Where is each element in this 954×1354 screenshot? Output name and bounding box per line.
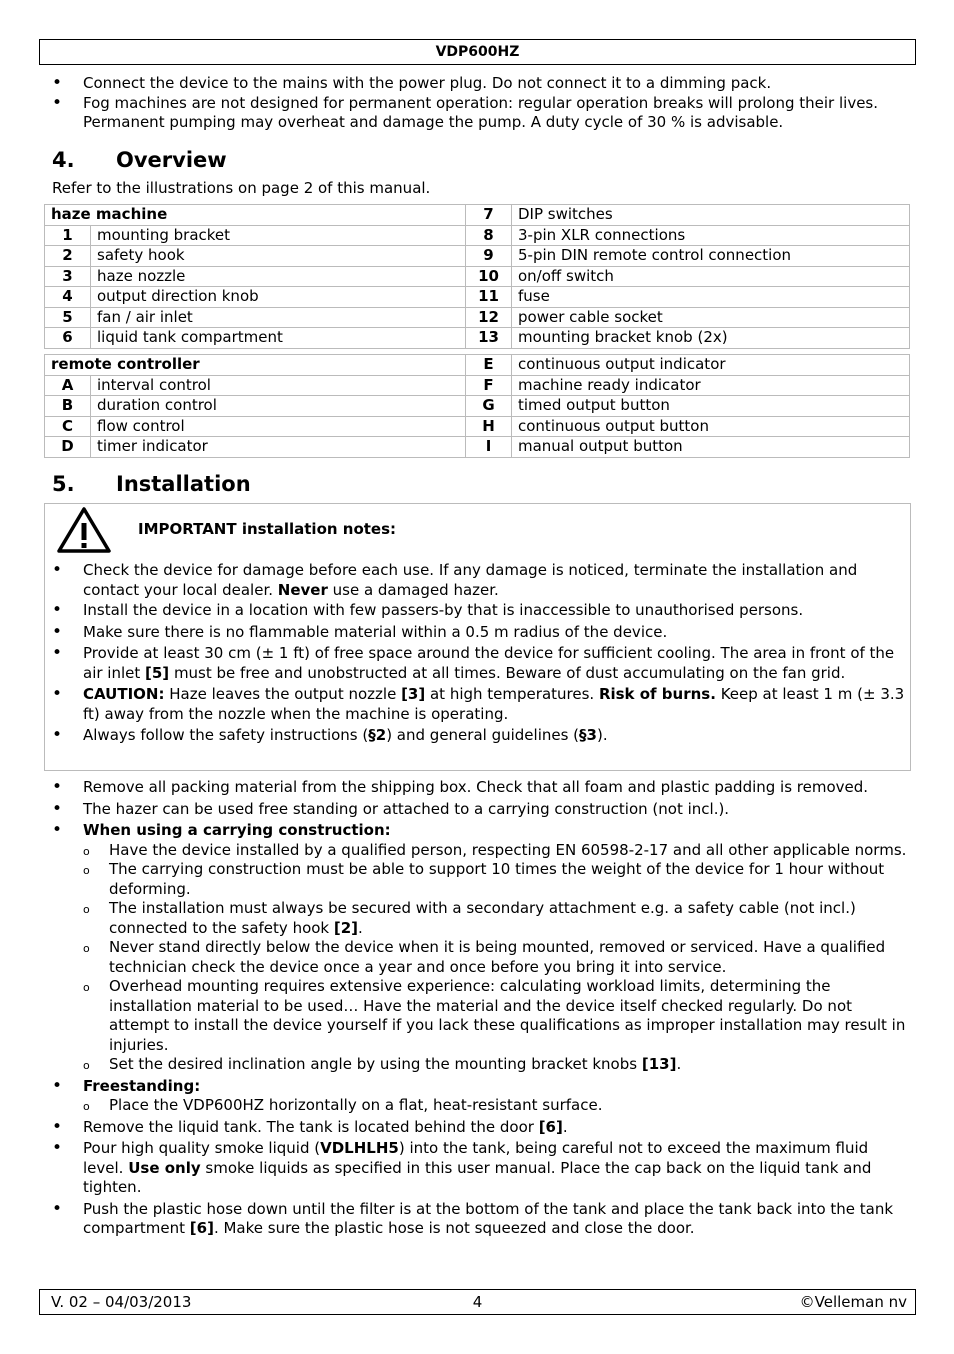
table-row: [45, 246, 910, 267]
table-cell: machine ready indicator: [512, 375, 910, 396]
text: Always follow the safety instructions (: [83, 726, 369, 744]
text: CAUTION:: [83, 685, 165, 703]
table-cell: 2: [45, 246, 91, 267]
text: [13]: [641, 1055, 677, 1073]
table-cell: 6: [45, 328, 91, 349]
table-row: [45, 355, 910, 376]
text: [5]: [145, 663, 170, 682]
important-notes-list: [52, 561, 907, 746]
table-cell: 5: [45, 307, 91, 328]
text: When using a carrying construction:: [83, 821, 391, 839]
table-row: [45, 307, 910, 328]
list-item: o Never stand directly below the device when it is being mounted, removed or serviced. Have a qualified technician check the device once a year and once before you bring it into service.: [83, 938, 907, 977]
important-notes-title: IMPORTANT installation notes:: [138, 520, 397, 538]
page-header: [39, 39, 916, 65]
table-cell: H: [466, 416, 512, 437]
table-cell: 10: [466, 266, 512, 287]
table-cell: I: [466, 437, 512, 458]
table-cell: 13: [466, 328, 512, 349]
text: .: [562, 1117, 568, 1136]
text: Risk of burns.: [598, 685, 716, 703]
table-cell: fan / air inlet: [91, 307, 466, 328]
text: Provide at least 30 cm (± 1 ft) of free space around the device for sufficient cooling. The area in front of the air inlet: [83, 644, 895, 682]
table-cell: 5-pin DIN remote control connection: [512, 246, 910, 267]
table-row: [45, 205, 910, 226]
table-cell: 12: [466, 307, 512, 328]
text: . Make sure the plastic hose is not squeezed and close the door.: [213, 1219, 695, 1237]
list-item: o Overhead mounting requires extensive experience: calculating workload limits, determining the installation material to be used… Have the material and the device itself checked regularly. Do not attempt to install the device yourself if you lack these qualifications as improper installation may result in injuries.: [83, 977, 907, 1055]
text: §2: [368, 726, 387, 744]
table-cell: 9: [466, 246, 512, 267]
text: .: [676, 1055, 682, 1073]
table-cell: on/off switch: [512, 266, 910, 287]
text: Push the plastic hose down until the filter is at the bottom of the tank and place the tank back into the tank compartment: [83, 1199, 894, 1237]
table-cell: fuse: [512, 287, 910, 308]
table-cell: power cable socket: [512, 307, 910, 328]
table-cell: A: [45, 375, 91, 396]
list-item: • Make sure there is no flammable material within a 0.5 m radius of the device.: [52, 623, 907, 643]
text: Keep at least 1 m (± 3.3 ft) away from the nozzle when the machine is operating.: [83, 685, 905, 723]
list-item: [83, 1055, 907, 1075]
machine-parts-table: [44, 204, 910, 349]
list-item: • Install the device in a location with few passers-by that is inaccessible to unauthorised persons.: [52, 601, 907, 621]
text: Haze leaves the output nozzle: [164, 685, 402, 703]
table-cell: haze nozzle: [91, 266, 466, 287]
list-item: [52, 1077, 907, 1116]
version-date: V. 02 – 04/03/2013: [51, 1293, 192, 1311]
text: Pour high quality smoke liquid (: [83, 1139, 321, 1157]
table-cell: G: [466, 396, 512, 417]
text: [6]: [538, 1117, 563, 1136]
list-item: [52, 1139, 907, 1198]
text: Use only: [128, 1158, 201, 1177]
list-item: • Fog machines are not designed for permanent operation: regular operation breaks will prolong their lives. Permanent pumping may overheat and damage the pump. A duty cycle of 30 % is advisable.: [52, 94, 907, 133]
list-item: • Remove all packing material from the shipping box. Check that all foam and plastic padding is removed.: [52, 778, 907, 798]
text: §3: [579, 726, 597, 744]
table-cell: D: [45, 437, 91, 458]
carrying-construction-sublist: [83, 841, 907, 1075]
text: [6]: [189, 1219, 214, 1237]
table-cell: timer indicator: [91, 437, 466, 458]
list-item: [52, 561, 907, 600]
text: .: [358, 918, 363, 937]
section-heading-installation: [52, 471, 251, 497]
text: Overview: [116, 148, 227, 172]
text: [2]: [333, 918, 359, 937]
table-cell: timed output button: [512, 396, 910, 417]
text: Freestanding:: [83, 1076, 201, 1095]
list-item: [52, 821, 907, 1075]
text: use a damaged hazer.: [327, 580, 499, 599]
text: VDLHLH5: [320, 1139, 399, 1157]
text: at high temperatures.: [425, 685, 599, 703]
table-cell: remote controller: [45, 355, 466, 376]
text: Never: [277, 580, 328, 599]
text: Check the device for damage before each use. If any damage is noticed, terminate the installation and contact your local dealer.: [83, 561, 858, 599]
table-cell: mounting bracket knob (2x): [512, 328, 910, 349]
text: ).: [596, 726, 608, 744]
remote-parts-table: [44, 354, 910, 458]
list-item: [52, 726, 907, 746]
table-cell: continuous output button: [512, 416, 910, 437]
copyright: ©Velleman nv: [799, 1293, 907, 1311]
table-cell: manual output button: [512, 437, 910, 458]
document-title: VDP600HZ: [435, 44, 520, 60]
text: 5.: [52, 472, 75, 496]
table-cell: flow control: [91, 416, 466, 437]
page-number: 4: [472, 1293, 483, 1311]
table-cell: 3-pin XLR connections: [512, 225, 910, 246]
text: [3]: [401, 685, 426, 703]
table-row: [45, 375, 910, 396]
list-item: [52, 644, 907, 683]
overview-intro: Refer to the illustrations on page 2 of this manual.: [52, 179, 431, 197]
table-row: [45, 396, 910, 417]
table-cell: 1: [45, 225, 91, 246]
table-cell: 11: [466, 287, 512, 308]
table-cell: C: [45, 416, 91, 437]
table-row: [45, 416, 910, 437]
table-cell: interval control: [91, 375, 466, 396]
list-item: [52, 1200, 907, 1239]
freestanding-sublist: [83, 1096, 907, 1116]
list-item: [83, 899, 907, 938]
table-cell: DIP switches: [512, 205, 910, 226]
installation-steps-list: [52, 778, 907, 1239]
text: The installation must always be secured with a secondary attachment e.g. a safety cable (not incl.) connected to the safety hook: [109, 899, 856, 937]
table-cell: 4: [45, 287, 91, 308]
list-item: [52, 1118, 907, 1138]
table-row: [45, 328, 910, 349]
text: smoke liquids as specified in this user manual. Place the cap back on the liquid tank and tighten.: [83, 1158, 872, 1196]
table-cell: F: [466, 375, 512, 396]
section-heading-overview: [52, 147, 227, 173]
list-item: o Place the VDP600HZ horizontally on a flat, heat-resistant surface.: [83, 1096, 907, 1116]
table-row: [45, 437, 910, 458]
text: Remove the liquid tank. The tank is located behind the door: [83, 1117, 539, 1136]
table-row: [45, 287, 910, 308]
list-item: • Connect the device to the mains with the power plug. Do not connect it to a dimming pack.: [52, 74, 907, 94]
list-item: • The hazer can be used free standing or attached to a carrying construction (not incl.).: [52, 800, 907, 820]
text: ) and general guidelines (: [386, 726, 580, 744]
page-footer: [39, 1289, 916, 1315]
table-row: [45, 225, 910, 246]
list-item: o Have the device installed by a qualified person, respecting EN 60598-2-17 and all other applicable norms.: [83, 841, 907, 861]
table-cell: safety hook: [91, 246, 466, 267]
list-item: [52, 685, 907, 724]
list-item: o The carrying construction must be able to support 10 times the weight of the device for 1 hour without deforming.: [83, 860, 907, 899]
table-cell: continuous output indicator: [512, 355, 910, 376]
text: Set the desired inclination angle by using the mounting bracket knobs: [109, 1055, 642, 1073]
table-cell: 8: [466, 225, 512, 246]
table-cell: 7: [466, 205, 512, 226]
table-cell: 3: [45, 266, 91, 287]
table-row: [45, 266, 910, 287]
text: must be free and unobstructed at all times. Beware of dust accumulating on the fan grid.: [169, 663, 846, 682]
text: Installation: [116, 472, 251, 496]
table-cell: duration control: [91, 396, 466, 417]
table-cell: E: [466, 355, 512, 376]
table-cell: haze machine: [45, 205, 466, 226]
intro-bullets: [52, 74, 907, 133]
warning-triangle-icon: [56, 506, 112, 554]
table-cell: liquid tank compartment: [91, 328, 466, 349]
text: ) into the tank, being careful not to exceed the maximum fluid level.: [83, 1139, 869, 1177]
table-cell: output direction knob: [91, 287, 466, 308]
text: 4.: [52, 148, 75, 172]
table-cell: B: [45, 396, 91, 417]
table-cell: mounting bracket: [91, 225, 466, 246]
